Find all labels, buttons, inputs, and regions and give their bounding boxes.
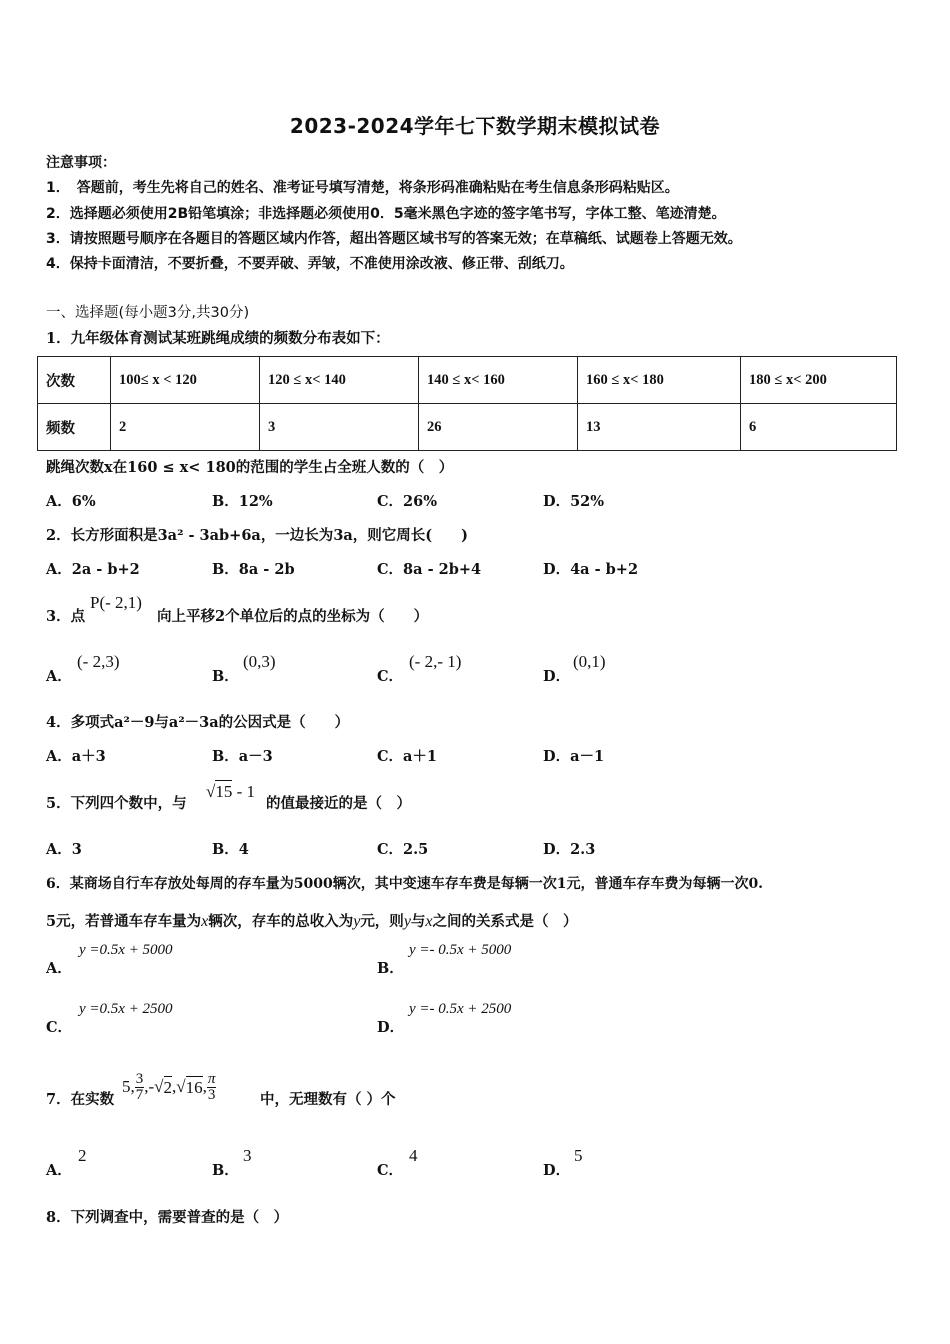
option-b-value: y =- 0.5x + 5000 (409, 942, 512, 958)
table-cell: 频数 (38, 404, 111, 451)
option-c-value: (- 2,- 1) (409, 652, 462, 671)
question-1-text: 跳绳次数x在160 ≤ x< 180的范围的学生占全班人数的（ ） (46, 459, 454, 476)
option-d: D．2.3 (543, 841, 596, 858)
option-b-value: (0,3) (243, 652, 276, 671)
question-6-line-1: 6．某商场自行车存放处每周的存车量为5000辆次，其中变速车存车费是每辆一次1元，普通车存车费为每辆一次0. (46, 876, 764, 892)
stem-text: ，则它周长( ) (352, 527, 469, 544)
option-d-value: (0,1) (573, 652, 606, 671)
option-d-label: D． (543, 668, 571, 685)
question-6-line-2 (46, 910, 578, 931)
table-row (38, 404, 897, 451)
question-7-stem-b: 中，无理数有（ ）个 (260, 1091, 396, 1108)
page-title: 2023-2024学年七下数学期末模拟试卷 (289, 114, 661, 138)
fraction (207, 1072, 217, 1103)
radicand: 15 (215, 782, 233, 801)
table-cell: 140 ≤ x< 160 (419, 357, 578, 404)
option-c-value: y =0.5x + 2500 (79, 1001, 173, 1017)
stem-text: 与 (410, 913, 426, 930)
question-4-stem: 4．多项式a²－9与a²－3a的公因式是（ ） (46, 714, 350, 731)
notice-item: 1． 答题前，考生先将自己的姓名、准考证号填写清楚，将条形码准确粘贴在考生信息条形码粘贴区。 (46, 180, 679, 196)
stem-text: 元，则 (360, 913, 404, 930)
option-b: B．12% (212, 493, 273, 510)
option-d-label: D． (543, 1162, 571, 1179)
option-c: C．a＋1 (377, 748, 438, 765)
numerator: π (207, 1070, 216, 1087)
notice-item: 3．请按照题号顺序在各题目的答题区域内作答，超出答题区域书写的答案无效；在草稿纸、试题卷上答题无效。 (46, 231, 742, 247)
table-cell: 3 (260, 404, 419, 451)
option-b: B．a－3 (212, 748, 273, 765)
table-cell: 13 (578, 404, 741, 451)
radical-sign-icon: √ (176, 1077, 186, 1096)
option-b-label: B． (377, 960, 404, 977)
notice-item: 4．保持卡面清洁，不要折叠，不要弄破、弄皱，不准使用涂改液、修正带、刮纸刀。 (46, 256, 574, 272)
section-heading: 一、选择题(每小题3分,共30分) (46, 305, 250, 321)
math-expression: 3a² - 3ab+6a (157, 527, 261, 544)
table-row (38, 357, 897, 404)
option-d: D．a－1 (543, 748, 605, 765)
table-cell: 6 (741, 404, 897, 451)
number: 5, (122, 1077, 135, 1096)
stem-text: 之间的关系式是（ ） (432, 913, 578, 930)
math-tail: - 1 (232, 782, 256, 801)
table-cell: 100≤ x < 120 (111, 357, 260, 404)
question-5-stem-b: 的值最接近的是（ ） (266, 795, 411, 812)
question-3-stem-b: 向上平移2个单位后的点的坐标为（ ） (157, 608, 429, 625)
option-c-label: C． (377, 668, 404, 685)
question-1-stem: 1．九年级体育测试某班跳绳成绩的频数分布表如下： (46, 330, 390, 347)
question-8-stem: 8．下列调查中，需要普查的是（ ） (46, 1209, 289, 1226)
option-b-value: 3 (243, 1146, 252, 1165)
option-a: A．2a - b+2 (46, 561, 140, 578)
option-b-label: B． (212, 668, 239, 685)
option-a-value: 2 (78, 1146, 87, 1165)
denominator: 7 (135, 1086, 144, 1103)
stem-text: 辆次，存车的总收入为 (208, 913, 354, 930)
option-a-label: A． (46, 668, 72, 685)
option-d-value: y =- 0.5x + 2500 (409, 1001, 512, 1017)
option-c-label: C． (46, 1019, 73, 1036)
option-a-value: (- 2,3) (77, 652, 120, 671)
option-a: A．a＋3 (46, 748, 106, 765)
option-b: B．4 (212, 841, 249, 858)
variable-x: x (201, 913, 209, 930)
option-d: D．52% (543, 493, 605, 510)
variable-x: x (425, 913, 433, 930)
table-cell: 26 (419, 404, 578, 451)
question-3-stem-a: 3．点 (46, 608, 86, 625)
question-2-stem (46, 524, 468, 545)
option-a-label: A． (46, 1162, 72, 1179)
option-a: A．6% (46, 493, 96, 510)
option-a-label: A． (46, 960, 72, 977)
option-d-label: D． (377, 1019, 405, 1036)
option-c: C．2.5 (377, 841, 429, 858)
fraction (135, 1072, 145, 1103)
option-a-value: y =0.5x + 5000 (79, 942, 173, 958)
separator: , (202, 1077, 207, 1096)
stem-text: 2．长方形面积是 (46, 527, 158, 544)
radicand: 16 (185, 1078, 203, 1097)
option-c: C．8a - 2b+4 (377, 561, 482, 578)
variable-y: y (353, 913, 361, 930)
option-d-value: 5 (574, 1146, 583, 1165)
option-b: B．8a - 2b (212, 561, 295, 578)
numerator: 3 (135, 1070, 144, 1087)
math-expression: 3a (333, 527, 353, 544)
radical-sign-icon: √ (154, 1077, 164, 1096)
radical-sign-icon: √ (206, 782, 216, 801)
table-cell: 次数 (38, 357, 111, 404)
denominator: 3 (207, 1086, 216, 1103)
notice-item: 2．选择题必须使用2B铅笔填涂；非选择题必须使用0．5毫米黑色字迹的签字笔书写，字体工整、笔迹清楚。 (46, 206, 726, 222)
separator: , (172, 1077, 177, 1096)
table-cell: 120 ≤ x< 140 (260, 357, 419, 404)
table-cell: 180 ≤ x< 200 (741, 357, 897, 404)
option-b-label: B． (212, 1162, 239, 1179)
option-c: C．26% (377, 493, 437, 510)
radicand: 2 (163, 1078, 173, 1097)
stem-text: 5元，若普通车存车量为 (46, 913, 202, 930)
option-c-value: 4 (409, 1146, 418, 1165)
option-d: D．4a - b+2 (543, 561, 639, 578)
option-a: A．3 (46, 841, 82, 858)
question-7-stem-a: 7．在实数 (46, 1091, 115, 1108)
table-cell: 2 (111, 404, 260, 451)
option-c-label: C． (377, 1162, 404, 1179)
question-5-stem-a: 5．下列四个数中，与 (46, 795, 187, 812)
notice-heading: 注意事项： (46, 155, 116, 171)
separator: ,- (144, 1077, 155, 1096)
sqrt-expression (206, 782, 255, 802)
frequency-table (37, 356, 897, 451)
variable-y: y (403, 913, 411, 930)
table-cell: 160 ≤ x< 180 (578, 357, 741, 404)
point-p: P(- 2,1) (90, 593, 142, 612)
real-numbers-list (122, 1066, 216, 1108)
stem-text: ，一边长为 (260, 527, 334, 544)
